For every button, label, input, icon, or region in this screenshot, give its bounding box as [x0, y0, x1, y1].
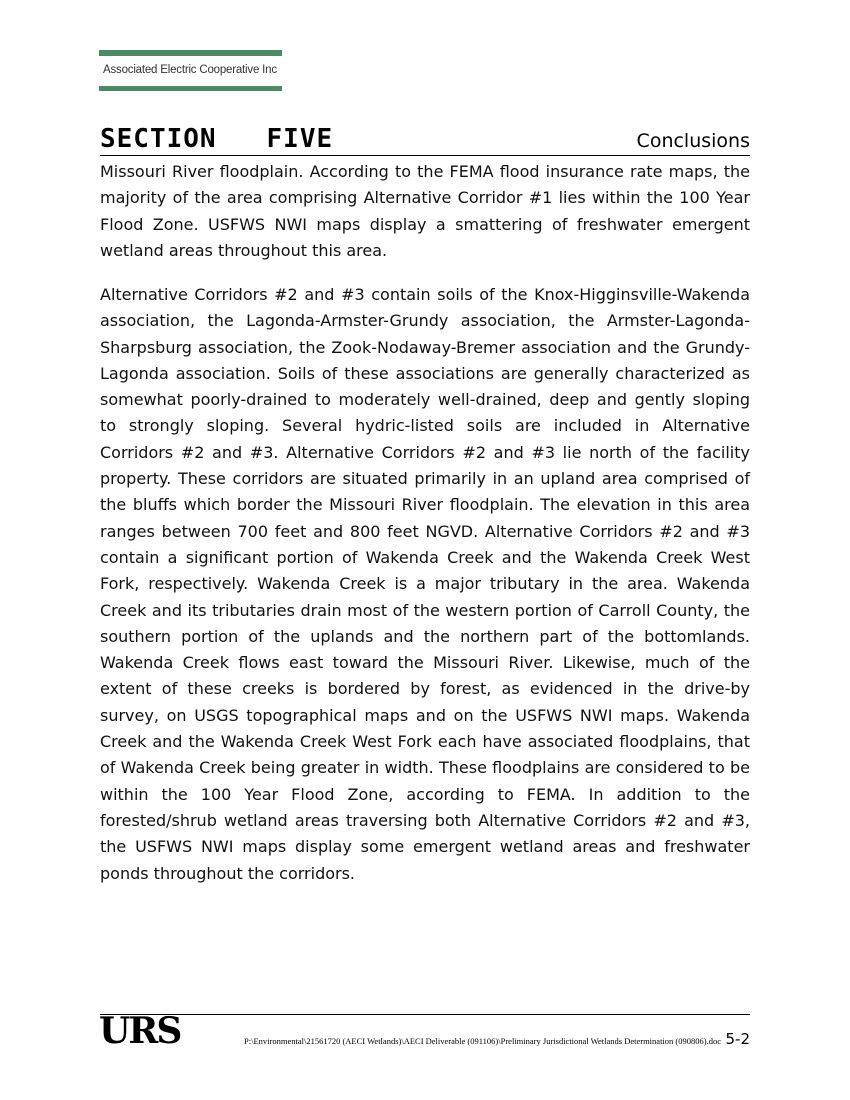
- footer-file-path: P:\Environmental\21561720 (AECI Wetlands)\AECI Deliverable (091106)\Preliminary Jurisdictional Wetlands Determination (090806).doc: [244, 1036, 721, 1046]
- page-number: 5-2: [725, 1030, 750, 1048]
- urs-logo: URS: [99, 1010, 181, 1052]
- section-title: SECTION FIVE: [100, 124, 334, 154]
- section-header: [100, 122, 750, 156]
- logo-bar-top: [99, 50, 282, 56]
- company-logo-text: Associated Electric Cooperative Inc: [103, 64, 277, 76]
- section-subtitle: Conclusions: [636, 130, 750, 152]
- body-paragraph: Alternative Corridors #2 and #3 contain soils of the Knox-Higginsville-Wakenda association, the Lagonda-Armster-Grundy association, the Armster-Lagonda-Sharpsburg association, the Zook-Nodaway-Bremer association and the Grundy-Lagonda association. Soils of these associations are generally characterized as somewhat poorly-drained to moderately well-drained, deep and gently sloping to strongly sloping. Several hydric-listed soils are included in Alternative Corridors #2 and #3. Alternative Corridors #2 and #3 lie north of the facility property. These corridors are situated primarily in an upland area comprised of the bluffs which border the Missouri River floodplain. The elevation in this area ranges between 700 feet and 800 feet NGVD. Alternative Corridors #2 and #3 contain a significant portion of Wakenda Creek and the Wakenda Creek West Fork, respectively. Wakenda Creek is a major tributary in the area. Wakenda Creek and its tributaries drain most of the western portion of Carroll County, the southern portion of the uplands and the northern part of the bottomlands. Wakenda Creek flows east toward the Missouri River. Likewise, much of the extent of these creeks is bordered by forest, as evidenced in the drive-by survey, on USGS topographical maps and on the USFWS NWI maps. Wakenda Creek and the Wakenda Creek West Fork each have associated floodplains, that of Wakenda Creek being greater in width. These floodplains are considered to be within the 100 Year Flood Zone, according to FEMA. In addition to the forested/shrub wetland areas traversing both Alternative Corridors #2 and #3, the USFWS NWI maps display some emergent wetland areas and freshwater ponds throughout the corridors.: [100, 285, 750, 883]
- logo-bar-bottom: [99, 86, 282, 91]
- company-logo: [99, 50, 282, 92]
- footer-divider: [100, 1014, 750, 1015]
- body-paragraph: Missouri River floodplain. According to the FEMA flood insurance rate maps, the majority of the area comprising Alternative Corridor #1 lies within the 100 Year Flood Zone. USFWS NWI maps display a smattering of freshwater emergent wetland areas throughout this area.: [100, 162, 750, 260]
